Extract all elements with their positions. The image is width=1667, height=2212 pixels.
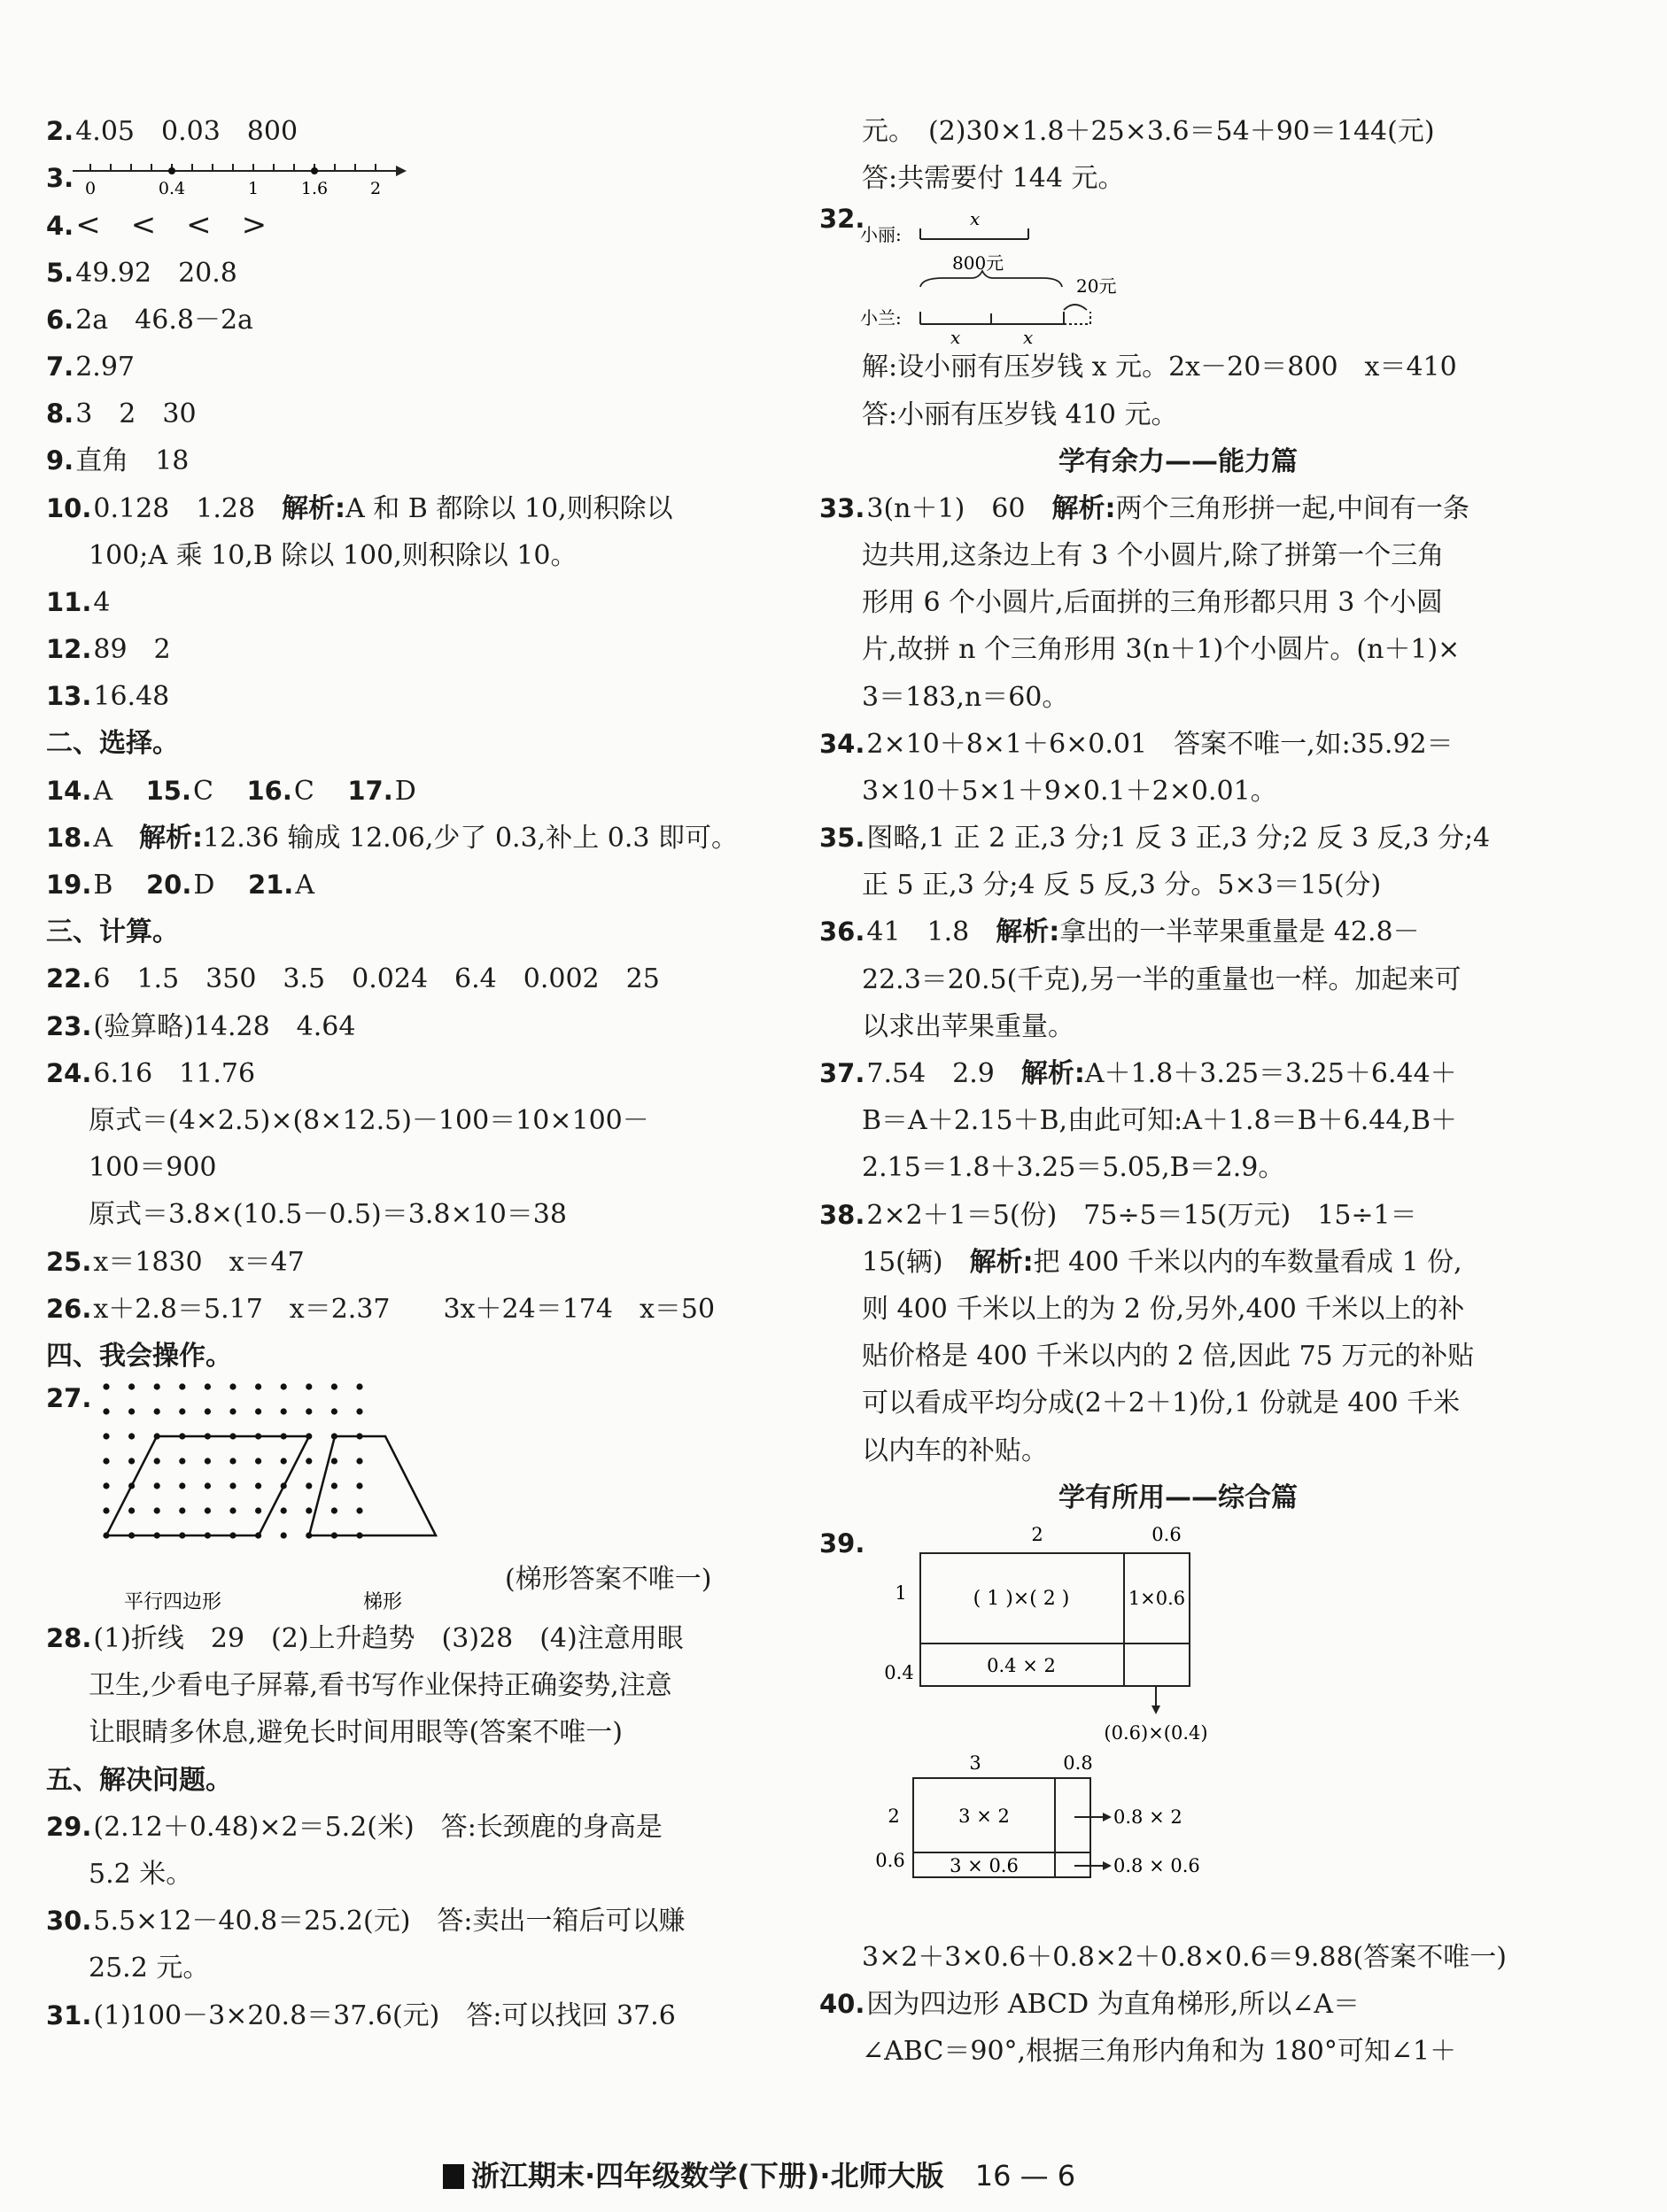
grid-dot xyxy=(356,1482,362,1489)
footer-title: 浙江期末·四年级数学(下册)·北师大版 xyxy=(471,2159,944,2193)
grid-dot xyxy=(205,1408,211,1414)
footer-square-icon xyxy=(443,2164,464,2189)
answer-33-l5: 3＝183,n＝60。 xyxy=(862,681,1069,713)
answer-10: 10.0.128 1.28 解析:A 和 B 都除以 10,则积除以 xyxy=(46,492,673,524)
answer-29-l2: 5.2 米。 xyxy=(89,1859,193,1890)
answer-39: 39. 2 0.6 1 0.4 ( 1 )×( 2 ) 1×0.6 0.4 × 2 (0.6)×(0.4) 3 0.8 2 0.6 3 × 2 3 × 0.6 0.8 × 2 0.8 × 0.6 xyxy=(819,1521,1537,1934)
arrow-label: 0.8 × 2 xyxy=(1113,1806,1182,1828)
answer-32-answer: 答:小丽有压岁钱 410 元。 xyxy=(862,398,1178,430)
grid-dot xyxy=(229,1383,236,1389)
grid-dot xyxy=(281,1408,287,1414)
answer-25: 25.x＝1830 x＝47 xyxy=(46,1246,305,1278)
answer-31: 31.(1)100－3×20.8＝37.6(元) 答:可以找回 37.6 xyxy=(46,1999,676,2031)
xiaolan-label: 小兰: xyxy=(860,307,902,329)
answer-28-l2: 卫生,少看电子屏幕,看书写作业保持正确姿势,注意 xyxy=(89,1670,672,1702)
amount-label: 800元 xyxy=(952,252,1004,275)
answer-33-l2: 边共用,这条边上有 3 个小圆片,除了拼第一个三角 xyxy=(862,539,1445,571)
tick-label: 2 xyxy=(369,179,382,199)
grid-dot xyxy=(154,1482,160,1489)
trapezoid-note: (梯形答案不唯一) xyxy=(505,1564,712,1596)
answer-37: 37.7.54 2.9 解析:A＋1.8＋3.25＝3.25＋6.44＋ xyxy=(819,1058,1457,1089)
answer-8: 8.3 2 30 xyxy=(46,398,197,430)
dim-label: 0.4 xyxy=(884,1661,914,1683)
grid-dot xyxy=(128,1458,135,1464)
answer-38-l6: 以内车的补贴。 xyxy=(862,1435,1048,1466)
answer-22: 22.6 1.5 350 3.5 0.024 6.4 0.002 25 xyxy=(46,963,660,995)
dim-label: 0.6 xyxy=(1151,1523,1182,1545)
answer-32: 32. 小丽: 小兰: x 800元 20元 x x xyxy=(819,202,1537,344)
grid-dot xyxy=(179,1408,185,1414)
grid-dot xyxy=(128,1507,135,1513)
arrow-label: 0.8 × 0.6 xyxy=(1113,1854,1200,1876)
grid-dot xyxy=(154,1507,160,1513)
tick-label: 0.4 xyxy=(158,179,186,199)
grid-dot xyxy=(255,1507,261,1513)
answer-35: 35.图略,1 正 2 正,3 分;1 反 3 正,3 分;2 反 3 反,3 分;4 xyxy=(819,823,1491,855)
answer-33: 33.3(n＋1) 60 解析:两个三角形拼一起,中间有一条 xyxy=(819,492,1469,524)
answer-39-result: 3×2＋3×0.6＋0.8×2＋0.8×0.6＝9.88(答案不唯一) xyxy=(862,1941,1507,1973)
answer-24: 24.6.16 11.76 xyxy=(46,1057,256,1089)
grid-dot xyxy=(179,1507,185,1513)
grid-dot xyxy=(128,1408,135,1414)
dim-label: 2 xyxy=(1031,1523,1043,1545)
answer-9: 9.直角 18 xyxy=(46,445,190,477)
dim-label: 1 xyxy=(895,1582,907,1604)
grid-dot xyxy=(306,1408,312,1414)
answer-33-l3: 形用 6 个小圆片,后面拼的三角形都只用 3 个小圆 xyxy=(862,587,1443,619)
tick-label: 1 xyxy=(247,179,260,199)
point-0-4 xyxy=(168,167,175,174)
parallelogram-label: 平行四边形 xyxy=(124,1591,222,1614)
answer-31-cont: 元。 (2)30×1.8＋25×3.6＝54＋90＝144(元) xyxy=(862,116,1435,147)
grid-dot xyxy=(103,1408,109,1414)
x-label: x xyxy=(1023,327,1034,344)
area-diagram-1 xyxy=(855,1521,1262,1752)
dim-label: 2 xyxy=(888,1805,900,1827)
answer-38-l4: 贴价格是 400 千米以内的 2 倍,因此 75 万元的补贴 xyxy=(862,1341,1475,1373)
answer-28: 28.(1)折线 29 (2)上升趋势 (3)28 (4)注意用眼 xyxy=(46,1623,684,1655)
grid-dot xyxy=(103,1507,109,1513)
grid-dot xyxy=(356,1458,362,1464)
answers-14-17: 14.A 15.C 16.C 17.D xyxy=(46,775,416,807)
grid-dot xyxy=(205,1507,211,1513)
answers-19-21: 19.B 20.D 21.A xyxy=(46,870,314,901)
section-operate: 四、我会操作。 xyxy=(46,1340,232,1372)
grid-dot xyxy=(306,1482,312,1489)
grid-dot xyxy=(356,1408,362,1414)
answer-7: 7.2.97 xyxy=(46,351,135,383)
area-diagram-2 xyxy=(855,1753,1262,1930)
grid-dot xyxy=(331,1408,337,1414)
trapezoid-label: 梯形 xyxy=(363,1591,403,1614)
grid-dot xyxy=(281,1458,287,1464)
grid-dot xyxy=(229,1408,236,1414)
heading-ability: 学有余力——能力篇 xyxy=(1058,445,1298,477)
answer-28-l3: 让眼睛多休息,避免长时间用眼等(答案不唯一) xyxy=(89,1717,623,1749)
grid-dot xyxy=(255,1458,261,1464)
dim-label: 0.8 xyxy=(1063,1752,1093,1774)
answer-40: 40.因为四边形 ABCD 为直角梯形,所以∠A＝ xyxy=(819,1988,1361,2020)
answer-12: 12.89 2 xyxy=(46,634,171,666)
answer-38-l3: 则 400 千米以上的为 2 份,另外,400 千米以上的补 xyxy=(862,1293,1465,1325)
x-label: x xyxy=(950,327,961,344)
trapezoid-shape xyxy=(309,1436,436,1535)
grid-dot xyxy=(255,1383,261,1389)
answer-34-l2: 3×10＋5×1＋9×0.1＋2×0.01。 xyxy=(862,775,1277,807)
cell-label: 3 × 2 xyxy=(958,1805,1010,1827)
answer-40-l2: ∠ABC＝90°,根据三角形内角和为 180°可知∠1＋ xyxy=(862,2036,1457,2068)
answer-24-l4: 原式＝3.8×(10.5－0.5)＝3.8×10＝38 xyxy=(89,1199,567,1231)
page-footer xyxy=(443,2154,1196,2194)
grid-dot xyxy=(255,1482,261,1489)
answer-38: 38.2×2＋1＝5(份) 75÷5＝15(万元) 15÷1＝ xyxy=(819,1199,1417,1231)
answer-27: 27. 平行四边形 梯形 (梯形答案不唯一) xyxy=(46,1380,772,1615)
cell-label: ( 1 )×( 2 ) xyxy=(973,1587,1070,1610)
grid-dot xyxy=(281,1507,287,1513)
grid-dot xyxy=(103,1458,109,1464)
point-1-6 xyxy=(311,167,318,174)
grid-dot xyxy=(128,1433,135,1439)
number-line xyxy=(73,155,409,201)
section-choice: 二、选择。 xyxy=(46,728,179,760)
grid-dot xyxy=(128,1383,135,1389)
grid-dot xyxy=(205,1458,211,1464)
x-label: x xyxy=(970,208,981,230)
answer-6: 6.2a 46.8－2a xyxy=(46,304,253,336)
grid-dot xyxy=(229,1482,236,1489)
grid-dot xyxy=(306,1507,312,1513)
grid-dot xyxy=(229,1458,236,1464)
answer-30-l2: 25.2 元。 xyxy=(89,1953,210,1984)
cell-label: 3 × 0.6 xyxy=(950,1854,1019,1876)
left-column xyxy=(46,108,772,2039)
right-column xyxy=(819,108,1537,2075)
grid-dot xyxy=(103,1482,109,1489)
answer-31-ans: 答:共需要付 144 元。 xyxy=(862,163,1125,195)
grid-dot xyxy=(356,1507,362,1513)
answer-30: 30.5.5×12－40.8＝25.2(元) 答:卖出一箱后可以赚 xyxy=(46,1906,686,1937)
arrow-label: (0.6)×(0.4) xyxy=(1104,1721,1208,1744)
answer-37-l2: B＝A＋2.15＋B,由此可知:A＋1.8＝B＋6.44,B＋ xyxy=(862,1105,1457,1137)
grid-dot xyxy=(356,1383,362,1389)
tick-label: 0 xyxy=(84,179,97,199)
xiaoli-label: 小丽: xyxy=(860,224,902,246)
grid-dot xyxy=(103,1433,109,1439)
line-segment-diagram xyxy=(855,202,1227,344)
grid-dot xyxy=(154,1408,160,1414)
dim-label: 3 xyxy=(969,1752,981,1774)
answer-4: 4.< < < > xyxy=(46,207,267,244)
dim-label: 0.6 xyxy=(875,1849,905,1871)
grid-dot xyxy=(229,1507,236,1513)
grid-dot xyxy=(179,1482,185,1489)
cell-label: 1×0.6 xyxy=(1128,1587,1186,1609)
answer-3: 3. 0 0.4 1 1.6 2 xyxy=(46,155,772,202)
answer-11: 11.4 xyxy=(46,586,111,618)
answer-10-cont: 100;A 乘 10,B 除以 100,则积除以 10。 xyxy=(89,539,578,571)
grid-dot xyxy=(281,1532,287,1538)
grid-dot xyxy=(306,1458,312,1464)
grid-dot xyxy=(255,1408,261,1414)
answer-37-l3: 2.15＝1.8＋3.25＝5.05,B＝2.9。 xyxy=(862,1152,1285,1184)
grid-dot xyxy=(331,1458,337,1464)
answer-38-l2: 15(辆) 解析:把 400 千米以内的车数量看成 1 份, xyxy=(862,1246,1462,1278)
grid-dot xyxy=(205,1383,211,1389)
answer-29: 29.(2.12＋0.48)×2＝5.2(米) 答:长颈鹿的身高是 xyxy=(46,1811,663,1843)
grid-dot xyxy=(331,1383,337,1389)
answer-38-l5: 可以看成平均分成(2＋2＋1)份,1 份就是 400 千米 xyxy=(862,1388,1461,1419)
grid-dot xyxy=(281,1383,287,1389)
answer-34: 34.2×10＋8×1＋6×0.01 答案不唯一,如:35.92＝ xyxy=(819,728,1454,760)
cell-label: 0.4 × 2 xyxy=(987,1654,1056,1676)
section-calc: 三、计算。 xyxy=(46,917,179,948)
answer-5: 5.49.92 20.8 xyxy=(46,257,237,289)
answer-2: 2.4.05 0.03 800 xyxy=(46,116,299,147)
answer-23: 23.(验算略)14.28 4.64 xyxy=(46,1010,356,1042)
answer-36-l2: 22.3＝20.5(千克),另一半的重量也一样。加起来可 xyxy=(862,963,1462,995)
answer-18: 18.A 解析:12.36 输成 12.06,少了 0.3,补上 0.3 即可。 xyxy=(46,822,738,854)
grid-dot xyxy=(154,1458,160,1464)
answer-26: 26.x＋2.8＝5.17 x＝2.37 3x＋24＝174 x＝50 xyxy=(46,1293,716,1325)
extra-label: 20元 xyxy=(1076,275,1117,298)
answer-36-l3: 以求出苹果重量。 xyxy=(862,1010,1074,1042)
answer-24-l2: 原式＝(4×2.5)×(8×12.5)－100＝10×100－ xyxy=(89,1104,649,1136)
grid-dot xyxy=(331,1507,337,1513)
answer-36: 36.41 1.8 解析:拿出的一半苹果重量是 42.8－ xyxy=(819,917,1420,948)
grid-dot xyxy=(306,1383,312,1389)
grid-dot xyxy=(103,1383,109,1389)
grid-dot xyxy=(331,1482,337,1489)
answer-24-l3: 100＝900 xyxy=(89,1152,217,1184)
grid-dot xyxy=(154,1383,160,1389)
answer-32-solution: 解:设小丽有压岁钱 x 元。2x－20＝800 x＝410 xyxy=(862,352,1457,383)
answer-33-l4: 片,故拼 n 个三角形用 3(n＋1)个小圆片。(n＋1)× xyxy=(862,634,1461,666)
page-number: 16 — 6 xyxy=(974,2159,1076,2193)
answer-13: 13.16.48 xyxy=(46,681,170,713)
tick-label: 1.6 xyxy=(300,179,329,199)
dot-grid-figure xyxy=(46,1380,507,1615)
section-solve: 五、解决问题。 xyxy=(46,1764,232,1796)
heading-comprehensive: 学有所用——综合篇 xyxy=(1058,1481,1298,1513)
grid-dot xyxy=(205,1482,211,1489)
grid-dot xyxy=(179,1383,185,1389)
answer-35-l2: 正 5 正,3 分;4 反 5 反,3 分。5×3＝15(分) xyxy=(862,870,1382,901)
grid-dot xyxy=(179,1458,185,1464)
